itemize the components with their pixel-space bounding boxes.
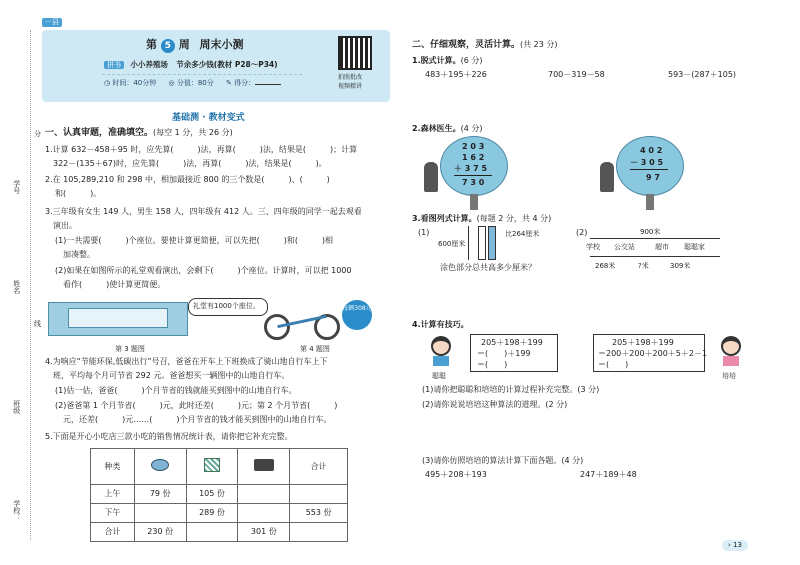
p2-q3-1-question: 涂色部分总共高多少厘米？ (440, 263, 536, 272)
tree1-line4: 7 3 0 (462, 178, 485, 187)
table-cell-blank[interactable] (134, 504, 186, 523)
part1-title: 一、认真审题，准确填空。(每空 1 分，共 26 分) (45, 128, 233, 138)
mooncake-icon (151, 459, 169, 471)
q4-1: (1)估一估，爸爸( )个月节省的钱就能买到图中的山地自行车。 (55, 386, 297, 395)
p2-q4-3: (3)请你仿照培培的算法计算下面各题。(4 分) (422, 456, 584, 465)
p2-q2-title: 2.森林医生。(4 分) (412, 124, 483, 133)
boy-name: 聪聪 (432, 372, 446, 380)
q4-2-line1: (2)爸爸第 1 个月节省( )元，此时还差( )元；第 2 个月节省( ) (55, 401, 338, 410)
margin-label-xuexiao: 学校： (12, 500, 21, 521)
section-banner: 基础测 · 教材变式 (172, 113, 245, 123)
worksheet-header (42, 30, 390, 102)
speech-bubble: 礼堂有1000个座位。 (188, 298, 268, 316)
table-header-snack3 (238, 449, 290, 485)
girl-work-box: 205＋198＋199 ＝200＋200＋200＋5＋2－1 ＝( ) (593, 334, 705, 372)
score-icon: ◎ (168, 79, 175, 87)
table-cell: 289 份 (186, 504, 238, 523)
margin-label-xingming: 姓名 (12, 280, 21, 294)
sales-table (90, 448, 348, 542)
table-cell: 上午 (91, 485, 135, 504)
table-cell-blank[interactable] (186, 523, 238, 542)
p2-q4-3-a: 495＋208＋193 (425, 470, 487, 479)
p2-q3-1-part: 比264厘米 (505, 230, 540, 238)
tree2-line3: 9 7 (646, 173, 660, 182)
header-sub (104, 60, 278, 70)
q1-line1: 1.计算 632－458＋95 时，应先算( )法，再算( )法，结果是( )；计算 (45, 145, 358, 154)
qr-caption-2: 视频精讲 (338, 83, 363, 90)
p2-q3-2-seg3: 309米 (670, 262, 691, 270)
p2-q3-1-num: (1) (418, 228, 430, 237)
tree1-line2: 1 6 2 (462, 153, 485, 162)
p2-q1-b: 700－319－58 (548, 70, 605, 79)
margin-label-banji: 班级 (12, 400, 21, 414)
table-header-total: 合计 (290, 449, 348, 485)
q4-line1: 4.为响应“节能环保,低碳出行”号召，爸爸在开车上下班换成了骑山地自行车上下 (45, 357, 328, 366)
table-header-kind: 种类 (91, 449, 135, 485)
q3-1-line2: 加凑整。 (55, 250, 95, 259)
p2-q3-2-total: 900米 (640, 228, 661, 236)
q3-line2: 演出。 (45, 221, 77, 230)
p2-q3-2-school: 学校 (586, 243, 600, 251)
table-cell-blank[interactable] (290, 485, 348, 504)
q2-text-b: 和( )。 (55, 189, 102, 198)
q5-text: 5.下面是开心小吃店三款小吃的销售情况统计表，请你把它补充完整。 (45, 432, 293, 441)
p2-q3-2-seg1: 268米 (595, 262, 616, 270)
page-number: › 13 (722, 540, 748, 551)
p2-q3-title: 3.看图列式计算。(每题 2 分，共 4 分) (412, 214, 552, 223)
p2-q3-2-busstop: 公交站 (614, 243, 635, 251)
week-title: 第 5 周 周末小测 (146, 38, 244, 51)
q3-2-line1: (2)如果在如图所示的礼堂观看演出，会剩下( )个座位。计算时，可以把 1000 (55, 266, 352, 275)
margin-label-xian: 线 (34, 320, 41, 328)
p2-q3-2-num: (2) (576, 228, 588, 237)
table-header-snack1 (134, 449, 186, 485)
q3-2-line2: 看作( )使计算更简便。 (55, 280, 166, 289)
bar-figure (468, 226, 508, 260)
binding-margin (6, 30, 41, 540)
p2-q4-1: (1)请你把聪聪和培培的计算过程补充完整。(3 分) (422, 385, 600, 394)
p2-q4-title: 4.计算有技巧。 (412, 320, 469, 329)
tree2-line1: 4 0 2 (640, 146, 663, 155)
q3-1-line1: (1)一共需要( )个座位。要使计算更简便，可以先把( )和( )相 (55, 236, 334, 245)
table-cell: 下午 (91, 504, 135, 523)
sub-name: 小小养殖场 (130, 60, 168, 69)
q1-line2: 322－(135＋67)时，应先算( )法，再算( )法，结果是( )。 (45, 159, 327, 168)
tree1-line1: 2 0 3 (462, 142, 485, 151)
woodpecker-icon (424, 162, 438, 192)
table-cell: 553 份 (290, 504, 348, 523)
tree-1 (422, 136, 512, 212)
table-cell-blank[interactable] (238, 485, 290, 504)
clock-icon: ◷ (104, 79, 111, 87)
qr-code[interactable] (338, 36, 372, 70)
girl-name: 培培 (722, 372, 736, 380)
tree1-line3: ＋ 3 7 5 (454, 164, 488, 173)
tree2-line2: － 3 0 5 (630, 158, 664, 167)
top-tag: 一县 (42, 18, 62, 27)
chevron-icon: › (728, 541, 731, 550)
boy-work-box: 205＋198＋199 ＝( )＋199 ＝( ) (470, 334, 558, 372)
margin-label-fen: 分 (34, 130, 41, 138)
p2-q1-c: 593－(287＋105) (668, 70, 737, 79)
tree-2 (598, 136, 688, 212)
table-cell: 230 份 (134, 523, 186, 542)
table-cell: 79 份 (134, 485, 186, 504)
q4-2-line2: 元，还差( )元……( )个月节省的钱才能买到图中的山地自行车。 (55, 415, 332, 424)
p2-q3-1-total: 600厘米 (438, 240, 466, 248)
bike-illustration (262, 300, 372, 342)
table-cell: 合计 (91, 523, 135, 542)
p2-q3-2-home: 聪聪家 (684, 243, 705, 251)
p2-q1-title: 1.脱式计算。(6 分) (412, 56, 483, 65)
sub-tag: 拼书 (104, 61, 124, 69)
margin-label-xuehao: 学号 (12, 180, 21, 194)
grill-icon (254, 459, 274, 471)
sub-lesson: 节余多少钱(教材 P28～P34) (176, 60, 278, 69)
p2-q1-a: 483＋195＋226 (425, 70, 487, 79)
table-cell: 301 份 (238, 523, 290, 542)
p2-q3-2-seg2: ?米 (638, 262, 649, 270)
fig3-caption: 第 3 题图 (115, 345, 145, 353)
week-number-badge: 5 (161, 39, 175, 53)
fig4-caption: 第 4 题图 (300, 345, 330, 353)
header-meta: ◷ 时间：40分钟 ◎ 分值：80分 ✎ 得分： (104, 79, 281, 88)
part2-title: 二、仔细观察，灵活计算。(共 23 分) (412, 40, 558, 50)
table-cell-blank[interactable] (238, 504, 290, 523)
pen-icon: ✎ (226, 79, 232, 87)
table-cell-blank[interactable] (290, 523, 348, 542)
qr-caption-1: 拍照批改 (338, 74, 363, 81)
price-badge: 每辆308元 (342, 300, 372, 330)
p2-q4-2: (2)请你说说培培这种算法的道理。(2 分) (422, 400, 568, 409)
table-cell: 105 份 (186, 485, 238, 504)
woodpecker-icon (600, 162, 614, 192)
girl-avatar (718, 336, 744, 366)
q2-text: 2.在 105,289,210 和 298 中，相加最接近 800 的三个数是( )、( ) (45, 175, 330, 184)
auditorium-illustration (48, 298, 260, 340)
p2-q3-2-market: 超市 (655, 243, 669, 251)
boy-avatar (428, 336, 454, 366)
q3-line1: 3.三年级有女生 149 人，男生 158 人，四年级有 412 人。三、四年级的同学一起去观看 (45, 207, 362, 216)
skewer-icon (204, 458, 220, 472)
table-header-snack2 (186, 449, 238, 485)
q4-line2: 班，平均每个月可节省 292 元。爸爸想买一辆图中的山地自行车。 (45, 371, 290, 380)
p2-q4-3-b: 247＋189＋48 (580, 470, 637, 479)
